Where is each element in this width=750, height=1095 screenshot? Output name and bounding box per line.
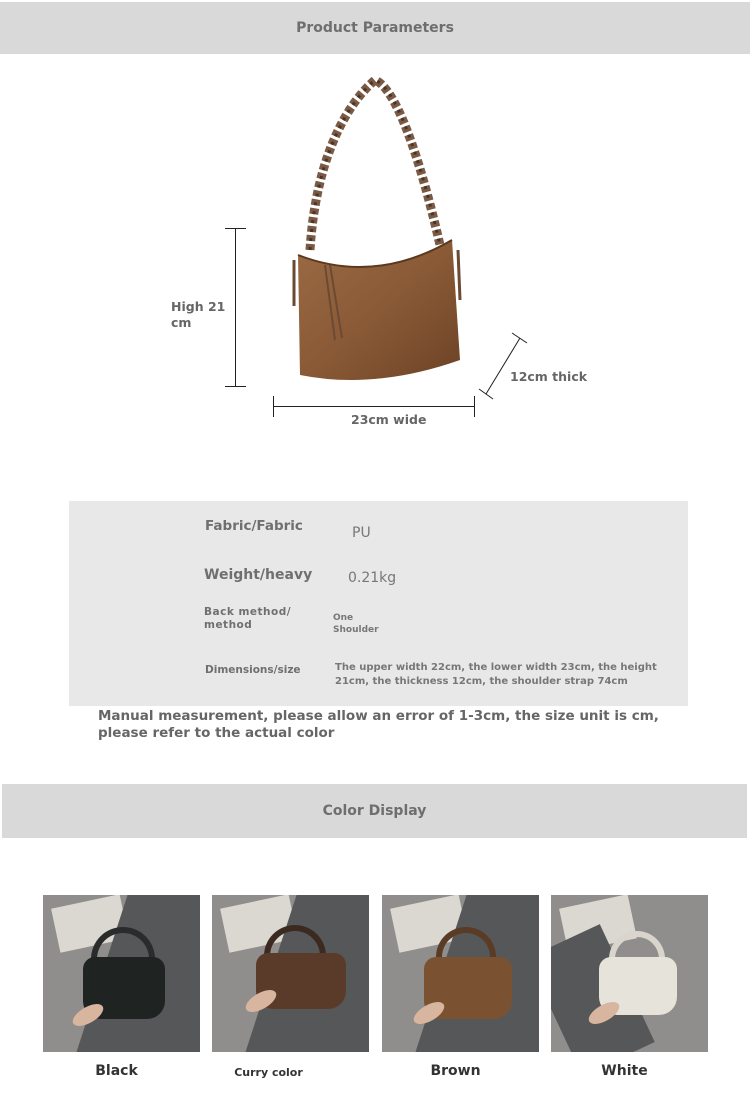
color-label-white: White (601, 1063, 648, 1079)
thickness-line (478, 332, 528, 402)
bag-strap (310, 80, 440, 250)
height-line (235, 228, 236, 387)
color-swatch-brown[interactable] (382, 895, 539, 1052)
width-line (273, 406, 475, 407)
dimensions-label: Dimensions/size (205, 664, 301, 676)
color-swatch-white[interactable] (551, 895, 708, 1052)
color-display-title: Color Display (322, 803, 427, 819)
measurement-note: Manual measurement, please allow an error of 1-3cm, the size unit is cm, please refer to the actual color (98, 708, 659, 741)
weight-label: Weight/heavy (204, 567, 313, 583)
color-display-banner (2, 784, 747, 838)
fabric-label: Fabric/Fabric (205, 518, 303, 534)
width-tick-right (474, 396, 475, 417)
product-parameters-title: Product Parameters (296, 20, 454, 36)
color-label-curry: Curry color (234, 1066, 303, 1079)
height-tick-bottom (225, 386, 246, 387)
back-method-label: Back method/ method (204, 606, 292, 631)
back-method-value: One Shoulder (333, 613, 379, 635)
color-label-black: Black (95, 1063, 138, 1079)
product-parameters-banner (0, 2, 750, 54)
color-label-brown: Brown (430, 1063, 481, 1079)
weight-value: 0.21kg (348, 570, 397, 586)
product-bag-image (280, 70, 480, 390)
color-swatch-black[interactable] (43, 895, 200, 1052)
height-tick-top (225, 228, 246, 229)
width-tick-left (273, 396, 274, 417)
color-swatch-curry[interactable] (212, 895, 369, 1052)
height-label: High 21 cm (171, 299, 226, 330)
bag-body (298, 240, 460, 380)
thickness-label: 12cm thick (510, 369, 588, 384)
dimensions-value: The upper width 22cm, the lower width 23cm, the height 21cm, the thickness 12cm, the shoulder strap 74cm (335, 662, 657, 687)
fabric-value: PU (352, 525, 371, 541)
width-label: 23cm wide (351, 412, 427, 427)
